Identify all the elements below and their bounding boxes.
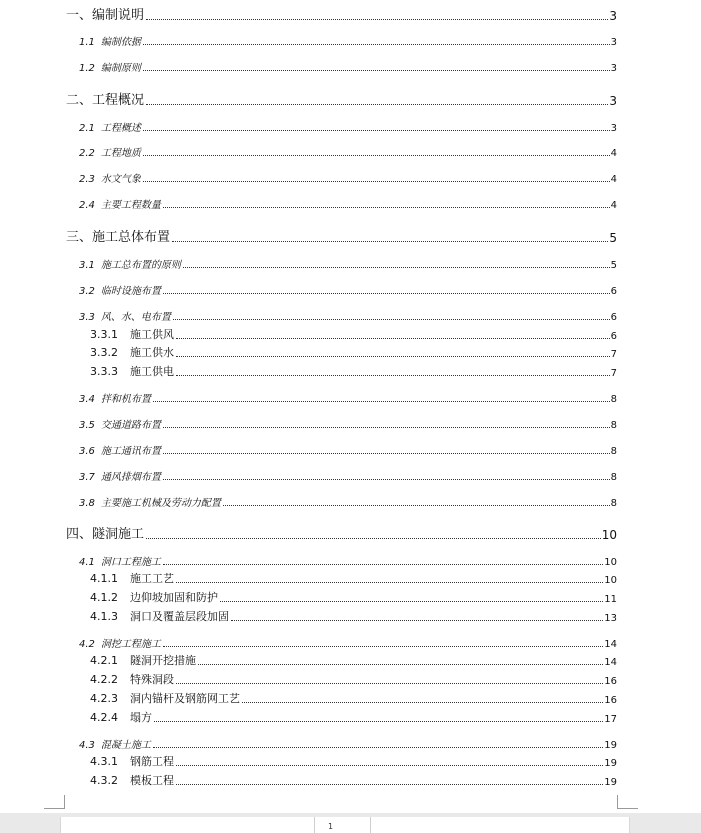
toc-entry-number: 3.2 — [79, 286, 95, 297]
toc-entry-text: 工程概况 — [92, 93, 145, 108]
toc-entry[interactable] — [79, 310, 617, 323]
toc-entry-page: 4 — [610, 200, 617, 211]
toc-entry-number: 3.1 — [79, 260, 95, 271]
toc-entry-text: 施工总体布置 — [92, 230, 171, 245]
toc-entry[interactable] — [90, 692, 617, 706]
toc-entry[interactable] — [90, 654, 617, 668]
toc-entry-number: 4.1.2 — [90, 591, 118, 604]
dot-leader — [163, 646, 603, 647]
toc-entry-page: 3 — [610, 37, 617, 48]
toc-entry-number: 4.3 — [79, 740, 95, 751]
dot-leader — [198, 664, 603, 665]
toc-entry-page: 19 — [604, 758, 617, 769]
toc-entry-text: 钢筋工程 — [130, 755, 174, 768]
toc-entry-number: 4.1.1 — [90, 572, 118, 585]
toc-entry-title — [79, 553, 162, 568]
dot-leader — [143, 181, 610, 182]
page-boundary — [0, 795, 701, 833]
toc-entry-text: 边仰坡加固和防护 — [130, 591, 218, 604]
crop-mark-right — [617, 795, 638, 809]
toc-entry-title — [90, 652, 197, 668]
toc-entry-title — [66, 4, 145, 23]
toc-entry-number: 三、 — [66, 230, 93, 245]
toc-entry-text: 模板工程 — [130, 774, 174, 787]
toc-entry[interactable] — [79, 496, 617, 509]
toc-entry-title — [79, 59, 142, 74]
toc-entry-title — [79, 196, 162, 211]
toc-entry-title — [79, 308, 172, 323]
toc-entry-page: 6 — [610, 286, 617, 297]
toc-entry-page: 14 — [604, 657, 617, 668]
toc-entry-page: 8 — [610, 446, 617, 457]
toc-entry-text: 隧洞开挖措施 — [130, 654, 196, 667]
dot-leader — [153, 747, 603, 748]
toc-entry-number: 4.2.1 — [90, 654, 118, 667]
toc-entry[interactable] — [79, 198, 617, 211]
toc-entry-page: 10 — [604, 575, 617, 586]
toc-entry-title — [79, 416, 162, 431]
toc-entry-page: 5 — [609, 231, 617, 245]
dot-leader — [183, 267, 610, 268]
toc-entry-page: 7 — [610, 349, 617, 360]
toc-entry-number: 3.3.1 — [90, 328, 118, 341]
toc-entry-number: 四、 — [66, 527, 93, 542]
toc-entry-number: 2.1 — [79, 123, 95, 134]
dot-leader — [176, 356, 610, 357]
toc-entry-page: 10 — [601, 528, 617, 542]
toc-entry[interactable] — [79, 146, 617, 159]
toc-entry[interactable] — [79, 637, 617, 650]
toc-entry-text: 水文气象 — [100, 174, 141, 185]
toc-entry-text: 拌和机布置 — [100, 394, 151, 405]
dot-leader — [176, 582, 603, 583]
toc-entry[interactable] — [90, 711, 617, 725]
toc-entry-number: 4.3.2 — [90, 774, 118, 787]
dot-leader — [223, 505, 610, 506]
dot-leader — [176, 338, 610, 339]
toc-entry-number: 2.3 — [79, 174, 95, 185]
toc-entry-number: 二、 — [66, 93, 93, 108]
toc-entry[interactable] — [79, 284, 617, 297]
dot-leader — [146, 104, 608, 105]
toc-entry-number: 4.3.1 — [90, 755, 118, 768]
toc-entry[interactable] — [90, 591, 617, 605]
toc-entry-page: 13 — [604, 613, 617, 624]
toc-entry-page: 17 — [604, 714, 617, 725]
toc-entry[interactable] — [66, 92, 617, 108]
toc-entry-page: 3 — [609, 94, 617, 108]
toc-entry-page: 8 — [610, 420, 617, 431]
toc-entry-text: 塌方 — [130, 711, 152, 724]
toc-entry-text: 隧洞施工 — [92, 527, 145, 542]
toc-entry-number: 1.2 — [79, 63, 95, 74]
toc-entry-number: 4.2 — [79, 639, 95, 650]
toc-entry-title — [79, 494, 222, 509]
toc-entry-title — [79, 282, 162, 297]
dot-leader — [143, 130, 610, 131]
dot-leader — [220, 601, 603, 602]
toc-entry-page: 10 — [604, 557, 617, 568]
toc-entry-title — [79, 468, 162, 483]
toc-entry-title — [79, 170, 142, 185]
toc-entry-text: 通风排烟布置 — [100, 472, 161, 483]
footer-page-box — [314, 817, 371, 833]
toc-entry[interactable] — [90, 673, 617, 687]
toc-entry-text: 临时设施布置 — [100, 286, 161, 297]
toc-entry[interactable] — [90, 328, 617, 342]
dot-leader — [143, 44, 610, 45]
dot-leader — [143, 70, 610, 71]
toc-entry-title — [66, 523, 145, 542]
dot-leader — [146, 19, 608, 20]
toc-entry-number: 3.3 — [79, 312, 95, 323]
toc-entry-text: 施工供风 — [130, 328, 174, 341]
toc-entry-number: 3.6 — [79, 446, 95, 457]
toc-entry-text: 洞内锚杆及钢筋网工艺 — [130, 692, 240, 705]
dot-leader — [143, 155, 610, 156]
toc-entry-text: 编制说明 — [92, 8, 145, 23]
crop-mark-left — [44, 795, 65, 809]
toc-entry-page: 8 — [610, 394, 617, 405]
toc-entry[interactable] — [90, 365, 617, 379]
toc-entry-title — [90, 570, 175, 586]
toc-entry[interactable] — [79, 470, 617, 483]
toc-entry[interactable] — [66, 7, 617, 23]
toc-entry-number: 4.2.3 — [90, 692, 118, 705]
toc-entry-number: 2.2 — [79, 148, 95, 159]
toc-entry-text: 洞挖工程施工 — [100, 639, 161, 650]
dot-leader — [173, 319, 610, 320]
toc-entry-title — [90, 753, 175, 769]
toc-entry-title — [90, 671, 175, 687]
dot-leader — [154, 721, 603, 722]
toc-entry-page: 16 — [604, 695, 617, 706]
toc-entry-title — [90, 589, 219, 605]
dot-leader — [163, 479, 610, 480]
dot-leader — [231, 620, 603, 621]
toc-entry-text: 特殊洞段 — [130, 673, 174, 686]
toc-entry-page: 6 — [610, 312, 617, 323]
dot-leader — [176, 683, 603, 684]
toc-entry-number: 4.2.2 — [90, 673, 118, 686]
toc-entry-number: 4.1 — [79, 557, 95, 568]
toc-entry[interactable] — [90, 774, 617, 788]
toc-entry-title — [79, 635, 162, 650]
toc-entry-page: 3 — [610, 123, 617, 134]
toc-entry[interactable] — [66, 526, 617, 542]
toc-entry-title — [79, 144, 142, 159]
toc-entry-title — [79, 390, 152, 405]
footer-page-number: 1 — [328, 822, 334, 831]
toc-entry-page: 8 — [610, 472, 617, 483]
dot-leader — [163, 453, 610, 454]
toc-entry-page: 3 — [609, 9, 617, 23]
toc-entry-text: 施工工艺 — [130, 572, 174, 585]
dot-leader — [153, 401, 610, 402]
toc-entry-number: 3.7 — [79, 472, 95, 483]
next-page-top — [60, 817, 630, 833]
toc-entry-page: 4 — [610, 174, 617, 185]
toc-entry[interactable] — [79, 418, 617, 431]
toc-entry-page: 4 — [610, 148, 617, 159]
toc-entry[interactable] — [79, 258, 617, 271]
toc-entry-text: 施工供电 — [130, 365, 174, 378]
dot-leader — [242, 702, 603, 703]
dot-leader — [146, 538, 601, 539]
toc-entry-page: 6 — [610, 331, 617, 342]
toc-entry-number: 4.1.3 — [90, 610, 118, 623]
toc-entry-title — [79, 119, 142, 134]
toc-entry-title — [79, 256, 182, 271]
toc-entry-text: 施工通讯布置 — [100, 446, 161, 457]
toc-entry[interactable] — [90, 755, 617, 769]
toc-entry-page: 14 — [604, 639, 617, 650]
toc-entry-text: 主要施工机械及劳动力配置 — [100, 498, 221, 509]
toc-entry-text: 洞口工程施工 — [100, 557, 161, 568]
toc-entry-text: 洞口及覆盖层段加固 — [130, 610, 229, 623]
toc-entry-number: 3.8 — [79, 498, 95, 509]
toc-entry[interactable] — [79, 61, 617, 74]
toc-entry[interactable] — [79, 555, 617, 568]
toc-entry[interactable] — [90, 572, 617, 586]
toc-entry[interactable] — [90, 610, 617, 624]
toc-entry[interactable] — [79, 738, 617, 751]
toc-entry-title — [90, 363, 175, 379]
toc-entry[interactable] — [90, 346, 617, 360]
toc-entry-page: 8 — [610, 498, 617, 509]
toc-entry-title — [90, 344, 175, 360]
toc-entry-text: 施工供水 — [130, 346, 174, 359]
toc-entry-title — [90, 608, 230, 624]
toc-entry-text: 交通道路布置 — [100, 420, 161, 431]
toc-entry-text: 施工总布置的原则 — [100, 260, 181, 271]
toc-entry-number: 3.3.3 — [90, 365, 118, 378]
toc-entry[interactable] — [79, 444, 617, 457]
toc-entry-page: 19 — [604, 777, 617, 788]
toc-entry-text: 工程概述 — [100, 123, 141, 134]
toc-entry-title — [79, 33, 142, 48]
toc-entry-text: 风、水、电布置 — [100, 312, 171, 323]
dot-leader — [163, 293, 610, 294]
toc-entry[interactable] — [79, 172, 617, 185]
toc-entry[interactable] — [66, 229, 617, 245]
toc-entry[interactable] — [79, 392, 617, 405]
toc-entry-number: 4.2.4 — [90, 711, 118, 724]
toc-entry-page: 5 — [610, 260, 617, 271]
toc-entry[interactable] — [79, 121, 617, 134]
toc-entry-title — [79, 442, 162, 457]
dot-leader — [172, 241, 608, 242]
toc-entry-text: 混凝土施工 — [100, 740, 151, 751]
toc-entry-number: 3.5 — [79, 420, 95, 431]
toc-entry-title — [90, 709, 153, 725]
dot-leader — [163, 427, 610, 428]
toc-entry-page: 16 — [604, 676, 617, 687]
toc-entry-text: 编制依据 — [100, 37, 141, 48]
toc-entry-text: 编制原则 — [100, 63, 141, 74]
toc-entry-page: 11 — [604, 594, 617, 605]
toc-entry-number: 3.4 — [79, 394, 95, 405]
toc-entry-title — [66, 89, 145, 108]
dot-leader — [176, 375, 610, 376]
toc-entry-number: 一、 — [66, 8, 93, 23]
toc-entry-title — [90, 326, 175, 342]
toc-entry-title — [79, 736, 152, 751]
dot-leader — [176, 765, 603, 766]
toc-entry-title — [90, 772, 175, 788]
toc-entry-page: 19 — [604, 740, 617, 751]
dot-leader — [176, 784, 603, 785]
dot-leader — [163, 207, 610, 208]
toc-entry-number: 3.3.2 — [90, 346, 118, 359]
toc-entry-page: 7 — [610, 368, 617, 379]
toc-entry-title — [90, 690, 241, 706]
toc-entry-page: 3 — [610, 63, 617, 74]
toc-entry-number: 1.1 — [79, 37, 95, 48]
toc-entry-text: 主要工程数量 — [100, 200, 161, 211]
toc-entry-title — [66, 226, 171, 245]
toc-entry-text: 工程地质 — [100, 148, 141, 159]
dot-leader — [163, 564, 603, 565]
toc-entry-number: 2.4 — [79, 200, 95, 211]
toc-entry[interactable] — [79, 35, 617, 48]
